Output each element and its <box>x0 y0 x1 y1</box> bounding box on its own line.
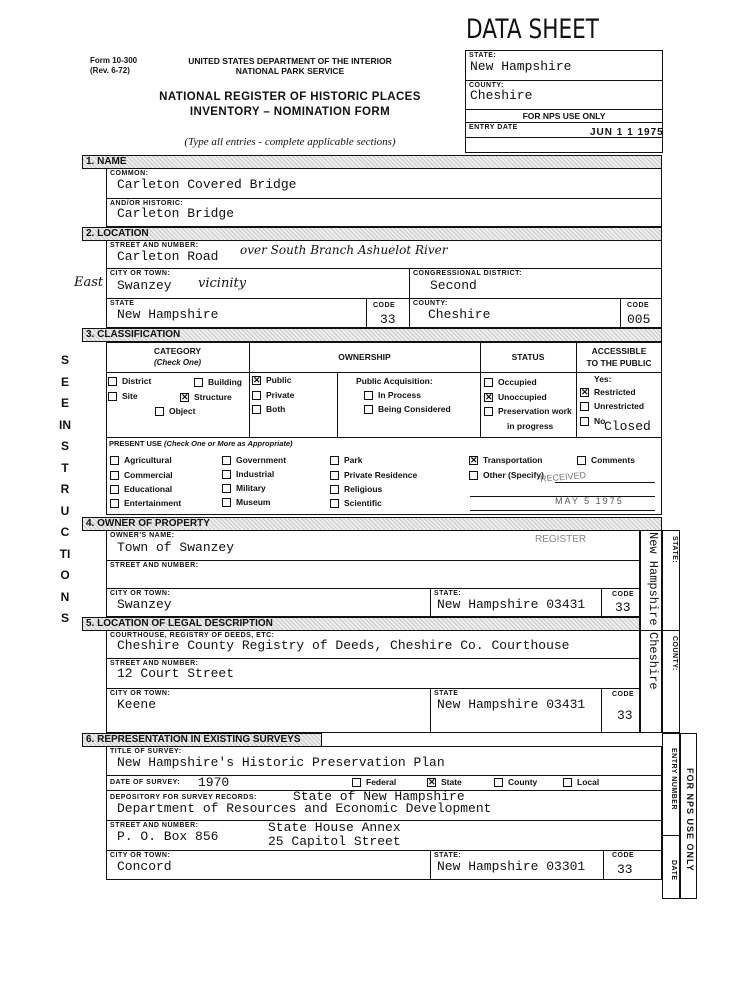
checkbox-label: Being Considered <box>378 404 451 414</box>
form-title: NATIONAL REGISTER OF HISTORIC PLACES <box>159 91 421 103</box>
form-subtitle: INVENTORY – NOMINATION FORM <box>189 106 391 118</box>
present-use-sub: (Check One or More as Appropriate) <box>164 439 293 448</box>
checkbox-label: Government <box>236 455 287 465</box>
label: DEPOSITORY FOR SURVEY RECORDS: <box>110 794 257 801</box>
checkbox-label: Industrial <box>236 469 275 479</box>
checkbox-label: Local <box>577 777 600 787</box>
checkbox[interactable] <box>364 391 373 400</box>
survey-street: P. O. Box 856 <box>117 829 219 844</box>
congressional-district: Second <box>430 278 477 293</box>
label: COURTHOUSE, REGISTRY OF DEEDS, ETC: <box>110 632 275 639</box>
label: COMMON: <box>110 170 149 177</box>
checkbox[interactable] <box>364 405 373 414</box>
header-status: STATUS <box>511 352 545 362</box>
checkbox[interactable] <box>580 402 589 411</box>
nps-use-only: FOR NPS USE ONLY <box>522 111 606 121</box>
checkbox-label: Public <box>266 375 292 385</box>
survey-street-3: 25 Capitol Street <box>268 834 401 849</box>
label: STREET AND NUMBER: <box>110 660 199 667</box>
side-entry-number: ENTRY NUMBER <box>670 748 677 811</box>
section-legal-header: 5. LOCATION OF LEGAL DESCRIPTION <box>82 617 640 631</box>
nps-county-value: Cheshire <box>470 88 533 103</box>
county-code: 005 <box>627 312 651 327</box>
checkbox-label: Site <box>122 391 138 401</box>
accessible-unrestricted[interactable] <box>580 401 644 411</box>
survey-state: New Hampshire 03301 <box>437 859 586 874</box>
register-stamp: REGISTER <box>535 534 587 545</box>
present-use-educational[interactable] <box>110 484 172 494</box>
label: STATE: <box>469 52 497 59</box>
side-nps-use-only: FOR NPS USE ONLY <box>685 768 695 872</box>
present-use-scientific[interactable] <box>330 498 382 508</box>
present-use-museum[interactable] <box>222 497 270 507</box>
checkbox[interactable] <box>484 407 493 416</box>
section-classification-header: 3. CLASSIFICATION <box>82 328 662 342</box>
category-site[interactable] <box>108 391 138 401</box>
checkbox-label: County <box>508 777 538 787</box>
checkbox[interactable] <box>330 485 339 494</box>
accessible-typed: Closed <box>604 419 651 434</box>
status-occupied[interactable] <box>484 377 537 387</box>
location-street-handwritten: over South Branch Ashuelot River <box>240 243 448 257</box>
agency-line2: NATIONAL PARK SERVICE <box>235 66 345 76</box>
label: TITLE OF SURVEY: <box>110 748 182 755</box>
form-revision: (Rev. 6-72) <box>90 66 130 75</box>
checkbox[interactable] <box>484 378 493 387</box>
received-stamp: RECEIVED <box>539 470 587 484</box>
category-district[interactable] <box>108 376 151 386</box>
status-preservation[interactable] <box>484 406 572 416</box>
label: CODE <box>612 691 635 698</box>
survey-city: Concord <box>117 859 172 874</box>
survey-code: 33 <box>617 862 633 877</box>
checkbox-label: Preservation work <box>498 406 572 416</box>
checkbox[interactable] <box>110 485 119 494</box>
form-number: Form 10-300 <box>90 56 138 65</box>
agency-line1: UNITED STATES DEPARTMENT OF THE INTERIOR <box>188 56 392 66</box>
legal-street: 12 Court Street <box>117 666 235 681</box>
checkbox[interactable] <box>110 456 119 465</box>
survey-date: 1970 <box>198 775 230 790</box>
present-use-military[interactable] <box>222 483 266 493</box>
present-use-industrial[interactable] <box>222 469 274 479</box>
category-object[interactable] <box>155 406 195 416</box>
checkbox-label: Occupied <box>498 377 537 387</box>
label: STATE <box>434 690 459 697</box>
location-state: New Hampshire <box>117 307 219 322</box>
legal-state: New Hampshire 03431 <box>437 697 586 712</box>
label: CODE <box>373 302 396 309</box>
checkbox-label: Restricted <box>594 387 636 397</box>
location-city: Swanzey <box>117 278 172 293</box>
checked-checkbox[interactable]: ✕ <box>581 387 589 398</box>
present-use-entertainment[interactable] <box>110 498 181 508</box>
label: COUNTY: <box>413 300 448 307</box>
checked-checkbox[interactable]: ✕ <box>428 777 436 788</box>
checkbox[interactable] <box>222 456 231 465</box>
label: CODE <box>612 591 635 598</box>
checkbox[interactable] <box>580 417 589 426</box>
owner-state: New Hampshire 03431 <box>437 597 586 612</box>
checked-checkbox[interactable]: ✕ <box>470 455 478 466</box>
checkbox-label: Agricultural <box>124 455 172 465</box>
label: STATE: <box>434 590 462 597</box>
label: STATE <box>110 300 135 307</box>
data-sheet-stamp: DATA SHEET <box>466 14 599 45</box>
owner-code: 33 <box>615 600 631 615</box>
checkbox-label: Private <box>266 390 295 400</box>
checkbox-label: Structure <box>194 392 232 402</box>
present-use-religious[interactable] <box>330 484 382 494</box>
status-unoccupied[interactable] <box>484 392 547 402</box>
side-date: DATE <box>670 860 677 881</box>
present-use-label <box>109 439 293 448</box>
present-use-private-residence[interactable] <box>330 470 417 480</box>
checkbox[interactable] <box>469 471 478 480</box>
survey-street-2: State House Annex <box>268 820 401 835</box>
checkbox[interactable] <box>222 470 231 479</box>
label: CITY OR TOWN: <box>110 690 171 697</box>
see-instructions-side-text: SEE INSTRUCTIONS <box>59 353 71 625</box>
header-accessible-2: TO THE PUBLIC <box>586 358 652 368</box>
historic-name: Carleton Bridge <box>117 206 235 221</box>
checkbox-label: State <box>441 777 462 787</box>
header-category-sub: (Check One) <box>153 358 202 367</box>
checkbox[interactable] <box>222 484 231 493</box>
section-location-header: 2. LOCATION <box>82 227 662 241</box>
checkbox-label: No <box>594 416 606 426</box>
courthouse: Cheshire County Registry of Deeds, Cheshire Co. Courthouse <box>117 638 570 653</box>
ownership-public[interactable] <box>252 375 292 385</box>
header-category: CATEGORY <box>153 346 202 356</box>
checkbox[interactable] <box>108 392 117 401</box>
label: CITY OR TOWN: <box>110 270 171 277</box>
checkbox-label: Both <box>266 404 286 414</box>
side-state: New Hampshire <box>646 532 660 626</box>
location-county: Cheshire <box>428 307 491 322</box>
checkbox-label: Military <box>236 483 266 493</box>
checkbox-label: Park <box>344 455 363 465</box>
checkbox-label: Commercial <box>124 470 173 480</box>
checkbox-label: Other (Specify) <box>483 470 544 480</box>
ownership-private[interactable] <box>252 390 294 400</box>
common-name: Carleton Covered Bridge <box>117 177 297 192</box>
checkbox[interactable] <box>330 471 339 480</box>
section-surveys-header: 6. REPRESENTATION IN EXISTING SURVEYS <box>82 733 322 747</box>
checkbox-label: Entertainment <box>124 498 182 508</box>
entry-date-stamp: JUN 1 1 1975 <box>590 127 664 138</box>
checkbox-label: In Process <box>378 390 421 400</box>
checkbox-label: Scientific <box>344 498 382 508</box>
checkbox[interactable] <box>110 471 119 480</box>
present-use-transportation[interactable] <box>469 455 543 465</box>
present-use-other-specify-[interactable] <box>469 470 544 480</box>
side-state-label: STATE: <box>671 536 678 564</box>
label: STREET AND NUMBER: <box>110 242 199 249</box>
acquisition-label: Public Acquisition: <box>356 376 433 386</box>
label: DATE OF SURVEY: <box>110 779 181 786</box>
city-prefix-handwritten: East <box>74 275 104 290</box>
label: STATE: <box>434 852 462 859</box>
present-use-commercial[interactable] <box>110 470 173 480</box>
checkbox[interactable] <box>330 456 339 465</box>
checkbox[interactable] <box>252 391 261 400</box>
checkbox[interactable] <box>110 499 119 508</box>
checkbox[interactable] <box>222 498 231 507</box>
label: CODE <box>627 302 650 309</box>
checked-checkbox[interactable]: ✕ <box>485 392 493 403</box>
survey-title: New Hampshire's Historic Preservation Plan <box>117 755 445 770</box>
label: CITY OR TOWN: <box>110 590 171 597</box>
city-vicinity-handwritten: vicinity <box>198 276 247 291</box>
header-ownership: OWNERSHIP <box>338 352 391 362</box>
present-use-title: PRESENT USE <box>109 439 162 448</box>
label: CODE <box>612 852 635 859</box>
checkbox[interactable] <box>155 407 164 416</box>
instructions-note: (Type all entries - complete applicable sections) <box>184 136 396 148</box>
checkbox-label: Museum <box>236 497 271 507</box>
accessible-no[interactable] <box>580 416 605 426</box>
checkbox-label: Religious <box>344 484 383 494</box>
checked-checkbox[interactable]: ✕ <box>253 375 261 386</box>
checkbox-label: Educational <box>124 484 173 494</box>
yes-label: Yes: <box>594 374 612 384</box>
label: CITY OR TOWN: <box>110 852 171 859</box>
checkbox[interactable] <box>108 377 117 386</box>
status-label-2: in progress <box>507 421 554 431</box>
acquisition-in-process[interactable] <box>364 390 421 400</box>
checked-checkbox[interactable]: ✕ <box>181 392 189 403</box>
side-county: Cheshire <box>646 632 660 690</box>
label: STREET AND NUMBER: <box>110 562 199 569</box>
checkbox-label: District <box>122 376 152 386</box>
acquisition-being-considered[interactable] <box>364 404 451 414</box>
checkbox-label: Unrestricted <box>594 401 645 411</box>
label: COUNTY: <box>469 82 504 89</box>
ownership-both[interactable] <box>252 404 285 414</box>
side-county-label: COUNTY: <box>671 636 678 671</box>
received-stamp-date: MAY 5 1975 <box>555 496 624 506</box>
state-code: 33 <box>380 312 396 327</box>
legal-code: 33 <box>617 708 633 723</box>
present-use-government[interactable] <box>222 455 286 465</box>
checkbox-label: Private Residence <box>344 470 418 480</box>
checkbox-label: Transportation <box>483 455 543 465</box>
checkbox-label: Object <box>169 406 196 416</box>
label: ENTRY DATE <box>469 124 518 131</box>
checkbox-label: Unoccupied <box>498 392 547 402</box>
legal-city: Keene <box>117 697 157 712</box>
depository-line2: Department of Resources and Economic Development <box>117 801 492 816</box>
owner-city: Swanzey <box>117 597 172 612</box>
depository-line1: State of New Hampshire <box>293 789 465 804</box>
checkbox[interactable] <box>330 499 339 508</box>
label: OWNER'S NAME: <box>110 532 175 539</box>
nps-state-value: New Hampshire <box>470 59 572 74</box>
present-use-comments[interactable] <box>577 455 635 465</box>
section-name-header: 1. NAME <box>82 155 662 169</box>
accessible-restricted[interactable] <box>580 387 636 397</box>
label: AND/OR HISTORIC: <box>110 200 184 207</box>
checkbox[interactable] <box>194 378 203 387</box>
header-accessible: ACCESSIBLE <box>591 346 647 356</box>
present-use-park[interactable] <box>330 455 362 465</box>
label: STREET AND NUMBER: <box>110 822 199 829</box>
checkbox[interactable] <box>577 456 586 465</box>
checkbox-label: Building <box>208 377 242 387</box>
checkbox-label: Federal <box>366 777 397 787</box>
category-building[interactable] <box>194 377 242 387</box>
checkbox[interactable] <box>252 405 261 414</box>
present-use-agricultural[interactable] <box>110 455 172 465</box>
category-structure[interactable] <box>180 392 232 402</box>
checkbox-label: Comments <box>591 455 635 465</box>
label: CONGRESSIONAL DISTRICT: <box>413 270 522 277</box>
section-owner-header: 4. OWNER OF PROPERTY <box>82 517 662 531</box>
owner-name: Town of Swanzey <box>117 540 235 555</box>
location-street: Carleton Road <box>117 249 219 264</box>
